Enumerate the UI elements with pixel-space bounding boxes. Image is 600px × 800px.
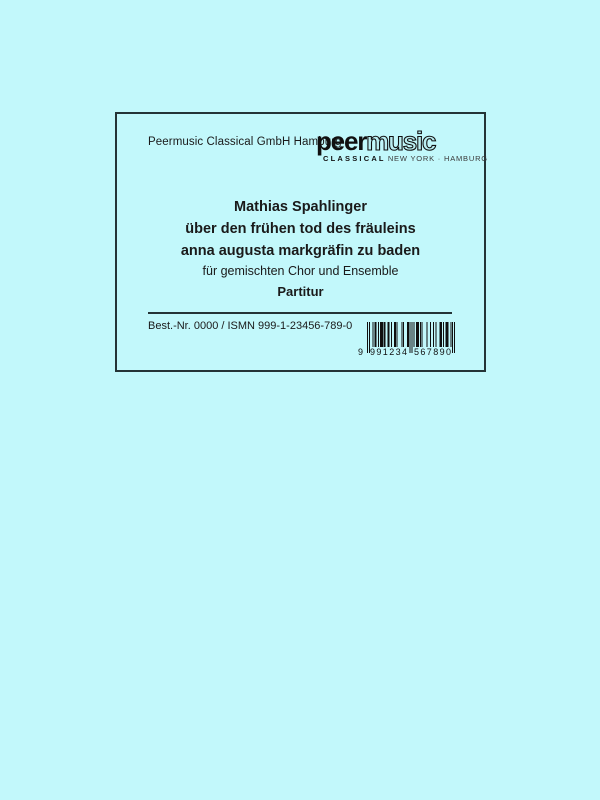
- divider-rule: [148, 312, 452, 314]
- order-number-ismn-line: Best.-Nr. 0000 / ISMN 999-1-23456-789-0: [148, 320, 353, 332]
- logo-word-solid: peer: [316, 126, 367, 156]
- logo-subline-classical: CLASSICAL: [323, 154, 386, 163]
- publisher-line: Peermusic Classical GmbH Hamburg: [148, 136, 342, 148]
- peermusic-logo: [316, 126, 488, 163]
- peermusic-logo-word: [316, 128, 460, 154]
- cover-frame-inner: [117, 114, 488, 370]
- work-title-line-2: anna augusta markgräfin zu baden: [180, 243, 421, 259]
- composer-name: Mathias Spahlinger: [234, 199, 367, 215]
- work-title-line-1: über den frühen tod des fräuleins: [185, 221, 416, 237]
- logo-word-outline: music: [366, 126, 436, 156]
- barcode-digits-left: 991234: [370, 347, 409, 357]
- scoring-line: für gemischten Chor und Ensemble: [202, 264, 399, 278]
- barcode-digit-outer: 9: [358, 347, 364, 357]
- peermusic-logo-subline: [316, 154, 488, 163]
- logo-subline-cities: NEW YORK · HAMBURG: [387, 154, 488, 163]
- barcode-digits-right: 567890: [414, 347, 453, 357]
- cover-frame: [115, 112, 486, 372]
- edition-label: Partitur: [277, 284, 324, 299]
- ean-barcode: [358, 320, 458, 360]
